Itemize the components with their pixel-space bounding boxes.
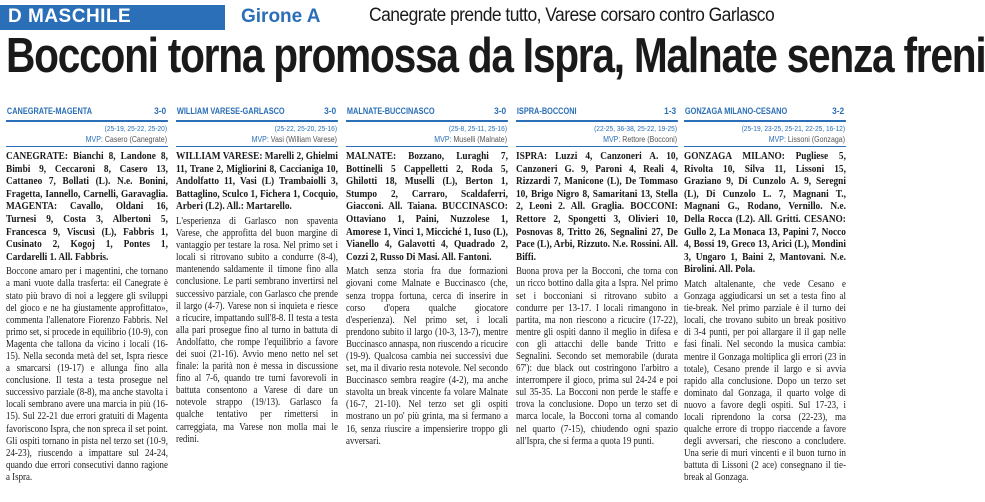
set-partials: (22-25, 36-38, 25-22, 19-25) — [594, 124, 678, 133]
section-label: D MASCHILE — [8, 6, 132, 27]
match-header — [176, 100, 338, 122]
mvp-name: Lissoni (Gonzaga) — [787, 135, 846, 144]
match-columns — [6, 100, 846, 500]
mvp-name: Vasi (William Varese) — [270, 135, 338, 144]
overline: Canegrate prende tutto, Varese corsaro contro Garlasco — [369, 5, 775, 26]
match-header — [516, 100, 678, 122]
group-tag — [225, 5, 361, 30]
match-column — [516, 100, 678, 500]
article-body: L'esperienza di Garlasco non spaventa Varese, che approfitta del buon margine di vantaggio per testare la rosa. Nel primo set i locali si ritrovano subito a condurre (8-4), mantenendo saldamente il timone fino alla conclusione. Le parti sembrano invertirsi nel successivo parziale, con Garlasco che prende il largo (4-7). Varese non si inquieta e riesce a ricucire, impattando sull'8-8. Il testa a testa alla pari prosegue fino al turno in battuta di Andolfatto, che rompe l'equilibrio a favore dei suoi (21-16). Avvio meno netto nel set finale: la parità non è messa in discussione fino al 7-6, quando tre turni favorevoli in battuta consentono a Varese di dare un notevole strappo (19/13). Garlasco fa qualche tentativo per rimettersi in carreggiata, ma Varese non molla mai le redini. — [176, 215, 338, 445]
mvp-line — [176, 135, 338, 147]
match-teams: ISPRA-BOCCONI — [516, 106, 577, 117]
match-score: 1-3 — [664, 106, 677, 117]
lineup-text: WILLIAM VARESE: Marelli 2, Ghielmi 11, Trane 2, Migliorini 8, Caccianiga 10, Andolfatto 11, Vasi (L) Trambaiolli 3, Battaglino, Sculco 1, Fichera 1, Cocquio, Arberi (L2). All.: Martarello. — [176, 151, 338, 213]
mvp-name: Rettore (Bocconi) — [622, 135, 678, 144]
mvp-line — [684, 135, 846, 147]
mvp-line — [516, 135, 678, 147]
mvp-name: Casero (Canegrate) — [104, 135, 168, 144]
header-bar — [0, 0, 850, 30]
article-body: Buona prova per la Bocconi, che torna con un ricco bottino dalla gita a Ispra. Nel primo set i bocconiani si ritrovano subito a condurre per 13-17. I locali rimangono in partita, ma non riescono a ricucire (17-22), mentre gli ospiti danno il meglio in difesa e con gli attacchi delle bande Tritto e Segnalini. Secondo set memorabile (durata 67'): due black out costringono l'arbitro a interrompere il gioco, prima sul 24-24 e poi sul 35-35. La Bocconi non perde le staffe e trova la conclusione. Dopo un terzo set di marca locale, la Bocconi torna al comando nel quarto (7-15), chiudendo ogni spazio all'Ispra, che si ferma a quota 19 punti. — [516, 266, 678, 447]
lineup-text: MALNATE: Bozzano, Luraghi 7, Bottinelli 5 Cappelletti 2, Roda 5, Ghilotti 18, Muselli (L), Berton 1, Stumpo 2, Carraro, Scaldaferri, Giacconi. All. Taiana. BUCCINASCO: Ottaviano 1, Paini, Nuzzolese 1, Amorese 1, Vinci 1, Micciché 1, Iuso (L), Vianello 4, Galavotti 4, Quadrado 2, Cozzi 2, Russo Di Masi. All. Fantoni. — [346, 151, 508, 263]
mvp-label: MVP: — [768, 135, 786, 144]
set-partials: (25-19, 23-25, 25-21, 22-25, 16-12) — [741, 124, 846, 133]
match-header — [684, 100, 846, 122]
section-tag — [0, 5, 225, 30]
mvp-line — [346, 135, 508, 147]
match-column — [176, 100, 338, 500]
match-header — [346, 100, 508, 122]
set-partials: (25-22, 25-20, 25-16) — [274, 124, 338, 133]
match-score: 3-2 — [832, 106, 845, 117]
match-teams: CANEGRATE-MAGENTA — [6, 106, 93, 117]
group-label: Girone A — [241, 6, 321, 27]
mvp-label: MVP: — [603, 135, 621, 144]
lineup-text: ISPRA: Luzzi 4, Canzoneri A. 10, Canzoneri G. 9, Paroni 4, Reali 4, Rizzardi 7, Manicone (L), De Tommaso 10, Brigo Nigro 8, Samaritani 13, Stella 2, Leoni 2. All. Graglia. BOCCONI: Rettore 2, Spongetti 3, Olivieri 10, Posnovas 8, Tritto 26, Segnalini 27, De Pace (L), Arbi, Rizzuto. N.e. Rossini. All. Biffi. — [516, 151, 678, 263]
match-score: 3-0 — [154, 106, 167, 117]
mvp-line — [6, 135, 168, 147]
mvp-label: MVP: — [434, 135, 452, 144]
match-teams: MALNATE-BUCCINASCO — [346, 106, 435, 117]
article-body: Match senza storia fra due formazioni giovani come Malnate e Buccinasco (che, senza troppa fortuna, cerca di inserire in corso d'opera qualche giocatore d'esperienza). Nel primo set, i locali prendono subito il largo (10-3, 13-7), mentre Buccinasco annaspa, non riuscendo a ricucire (19-9). Qualcosa cambia nei successivi due set, ma il divario resta notevole. Nel secondo Buccinasco sembra reagire (4-2), ma anche stavolta un break vincente fa volare Malnate (16-7, 21-10). Nel terzo set gli ospiti mostrano un po' più grinta, ma si fermano a 16, senza riuscire a impensierire troppo gli avversari. — [346, 266, 508, 447]
match-column — [684, 100, 846, 500]
article-body: Match altalenante, che vede Cesano e Gonzaga aggiudicarsi un set a testa fino al tie-break. Nel primo parziale è il turno dei locali, che trovano subito un break positivo di 3-4 punti, per poi allargare il il gap nelle fasi finali. Nel secondo la musica cambia: mentre il Gonzaga moltiplica gli errori (23 in totale), Cesano prende il largo e si avvia rapido alla conclusione. Dopo un terzo set dominato dal Gonzaga, il quarto volge di nuovo a favore degli ospiti. Sul 17-23, i locali riprendono la corsa (22-23), ma qualche errore di troppo riaccende a favore degli avversari, che riescono a concludere. Una serie di muri vincenti e il buon turno in battuta di Lissoni (2 ace) consegnano il tie-break al Gonzaga. — [684, 278, 846, 484]
set-partials: (25-8, 25-11, 25-16) — [448, 124, 508, 133]
lineup-text: GONZAGA MILANO: Pugliese 5, Rivolta 10, Silva 11, Lissoni 15, Graziano 9, Di Cunzolo A. 9, Seregni (L), Di Cunzolo L. 7, Magnani T., Magnani G., Rodano, Vernillo. N.e. Della Rocca (L2). All. Gritti. CESANO: Gullo 2, La Monaca 13, Papini 7, Nocco 4, Bossi 19, Greco 13, Arici (L), Mondini 3, Ungaro 1, Baini 2, Mantovani. N.e. Birolini. All. Pola. — [684, 151, 846, 276]
match-teams: WILLIAM VARESE-GARLASCO — [176, 106, 285, 117]
match-score: 3-0 — [494, 106, 507, 117]
mvp-label: MVP: — [85, 135, 103, 144]
lineup-text: CANEGRATE: Bianchi 8, Landone 8, Bimbi 9, Ceccaroni 8, Casero 13, Cattaneo 7, Bollati (L). N.e. Bonini, Fragetta, Iannello, Carnelli, Garavaglia. MAGENTA: Cavallo, Oldani 16, Turnesi 9, Costa 3, Albertoni 5, Francesca 9, Viscusi (L), Fabbris 1, Cusinato 2, Kogoj 1, Pontes 1, Cardarelli 1. All. Fabbris. — [6, 151, 168, 263]
mvp-label: MVP: — [251, 135, 269, 144]
match-column — [6, 100, 168, 500]
match-score: 3-0 — [324, 106, 337, 117]
headline: Bocconi torna promossa da Ispra, Malnate senza freni — [6, 29, 985, 83]
match-column — [346, 100, 508, 500]
set-partials: (25-19, 25-22, 25-20) — [104, 124, 168, 133]
article-body: Boccone amaro per i magentini, che tornano a mani vuote dalla trasferta: eil Canegrate è stato più bravo di noi a leggere gli sviluppi del gioco e ne ha giustamente approfittato», commenta l'allenatore Fiorenzo Fabbris. Nel primo set, si procede in equilibrio (10-9), con Magenta che tallona da vicino i locali (16-15). Nella seconda metà del set, Ispra riesce a smarcarsi (19-17) e allunga fino alla conclusione. Il testa a testa prosegue nel successivo parziale (8-8), ma anche stavolta i locali sembrano avere una marcia in più (16-15). Sul 22-21 due errori gratuiti di Magenta favoriscono Ispra, che non spreca il set point. Gli ospiti tornano in pista nel terzo set (10-9, 24-23), riuscendo a impattare sul 24-24, quando due errori consecutivi danno ragione a Ispra. — [6, 266, 168, 483]
match-teams: GONZAGA MILANO-CESANO — [684, 106, 788, 117]
mvp-name: Muselli (Malnate) — [453, 135, 508, 144]
match-header — [6, 100, 168, 122]
